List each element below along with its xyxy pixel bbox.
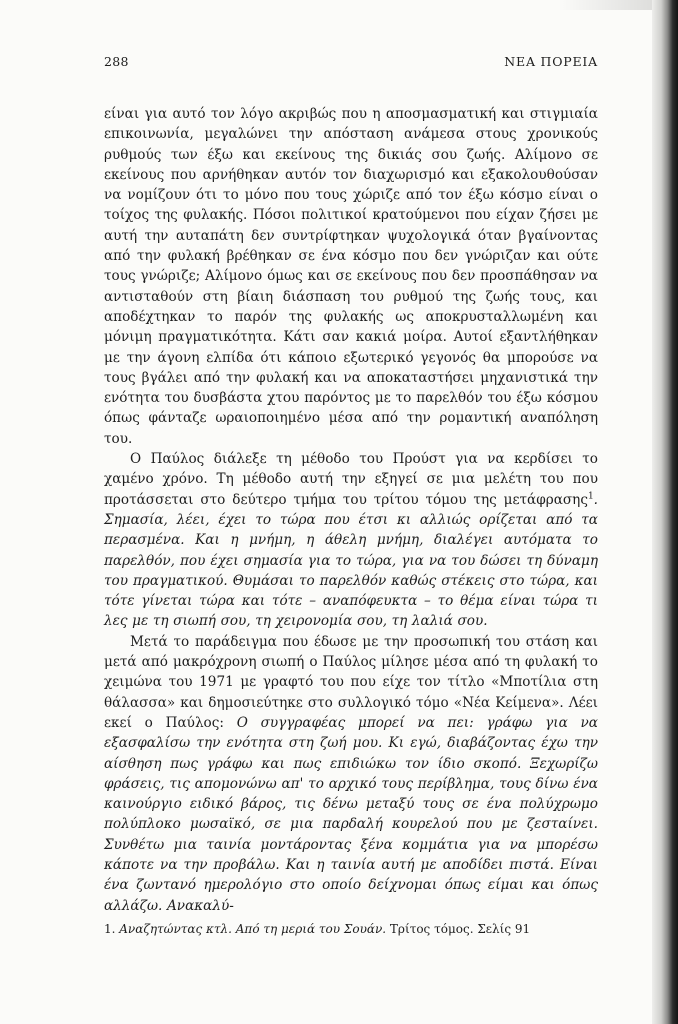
page-header xyxy=(104,54,598,74)
paragraph-2 xyxy=(104,449,598,632)
paragraph-3-text: Μετά το παράδειγμα που έδωσε με την προσωπική του στάση και μετά από μακρόχρονη σιωπή ο Παύλος μίλησε μέσα από τη φυλακή το χειμώνα του 1971 με γραφτό του που είχε τον τίτλο «Μποτίλια στη θάλασσα» και δημοσιεύτηκε στο συλλογικό τόμο «Νέα Κείμενα». Λέει εκεί ο Παύλος: xyxy=(104,633,598,731)
running-title: ΝΕΑ ΠΟΡΕΙΑ xyxy=(504,54,598,69)
paragraph-2-italic: . Σημασία, λέει, έχει το τώρα που έτσι κι αλλιώς ορίζεται από τα περασμένα. Και η μνήμη, η άθελη μνήμη, διαλέγει αυτόματα το παρελθόν, που έχει σημασία για το τώρα, για να του δώσει τη δύναμη του πραγματικού. Θυμάσαι το παρελθόν καθώς στέκεις στο τώρα, και τότε γίνεται τώρα και τότε – αναπόφευκτα – το θέμα είναι τώρα τι λες με τη σιωπή σου, τη χειρονομία σου, τη λαλιά σου. xyxy=(104,491,598,630)
body-text xyxy=(104,104,598,916)
footnote-number: 1. xyxy=(104,922,120,936)
footnote-rest: Τρίτος τόμος. Σελίς 91 xyxy=(386,922,531,936)
paragraph-1: είναι για αυτό τον λόγο ακριβώς που η αποσμασματική και στιγμιαία επικοινωνία, μεγαλώνει την απόσταση ανάμεσα στους χρονικούς ρυθμούς των έξω και εκείνους της δικιάς σου ζωής. Αλίμονο σε εκείνους που αρνήθηκαν αυτόν τον διαχωρισμό και εξακολουθούσαν να νομίζουν ότι το μόνο που τους χώριζε από τον έξω κόσμο είναι ο τοίχος της φυλακής. Πόσοι πολιτικοί κρατούμενοι που είχαν ζήσει με αυτή την αυταπάτη δεν συντρίφτηκαν ψυχολογικά όταν βγαίνοντας από την φυλακή βρέθηκαν σε ένα κόσμο που δεν γνώριζαν και ούτε τους γνώριζε; Αλίμονο όμως και σε εκείνους που δεν προσπάθησαν να αντισταθούν στη βίαιη διάσπαση του ρυθμού της ζωής τους, και αποδέχτηκαν το παρόν της φυλακής ως αποκρυσταλλωμένη και μόνιμη πραγματικότητα. Κάτι σαν κακιά μοίρα. Αυτοί εξαντλήθηκαν με την άγονη ελπίδα ότι κάποιο εξωτερικό γεγονός θα μπορούσε να τους βγάλει από την φυλακή και να αποκαταστήσει μηχανιστικά την ενότητα του δυσβάστα χτου παρόντος με το παρελθόν του έξω κόσμου όπως φάνταζε ωραιοποιημένο μέσα από την ρομαντική αναπόληση του. xyxy=(104,106,598,447)
footnote xyxy=(104,921,598,937)
book-spine-edge xyxy=(652,0,678,1024)
paragraph-3 xyxy=(104,632,598,916)
paragraph-3-quote: Ο συγγραφέας μπορεί να πει: γράφω για να εξασφαλίσω την ενότητα στη ζωή μου. Κι εγώ, διαβάζοντας έχω την αίσθηση πως γράφω και πως επιδιώκω τον ίδιο σκοπό. Ξεχωρίζω φράσεις, τις απομονώνω απ' το αρχικό τους περίβλημα, τους δίνω ένα καινούργιο ειδικό βάρος, τις δένω μεταξύ τους σε ένα πολύχρωμο πολύπλοκο μωσαϊκό, σε μια παρδαλή κουρελού που με ζεσταίνει. Συνθέτω μια ταινία μοντάροντας ξένα κομμάτια για να μπορέσω κάποτε να την προβάλω. Και η ταινία αυτή με αποδίδει πιστά. Είναι ένα ζωντανό ημερολόγιο στο οποίο δείχνομαι όπως είμαι και όπως αλλάζω. Ανακαλύ- xyxy=(104,714,598,914)
page-number: 288 xyxy=(104,54,129,69)
footnote-marker: 1 xyxy=(587,491,594,502)
paragraph-2-text: Ο Παύλος διάλεξε τη μέθοδο του Προύστ για να κερδίσει το χαμένο χρόνο. Τη μέθοδο αυτή την εξηγεί σε μια μελέτη του που προτάσσεται στο δεύτερο τμήμα του τρίτου τόμου της μετάφρασης xyxy=(104,451,598,508)
footnote-title: Αναζητώντας κτλ. Από τη μεριά του Σουάν. xyxy=(119,922,387,936)
